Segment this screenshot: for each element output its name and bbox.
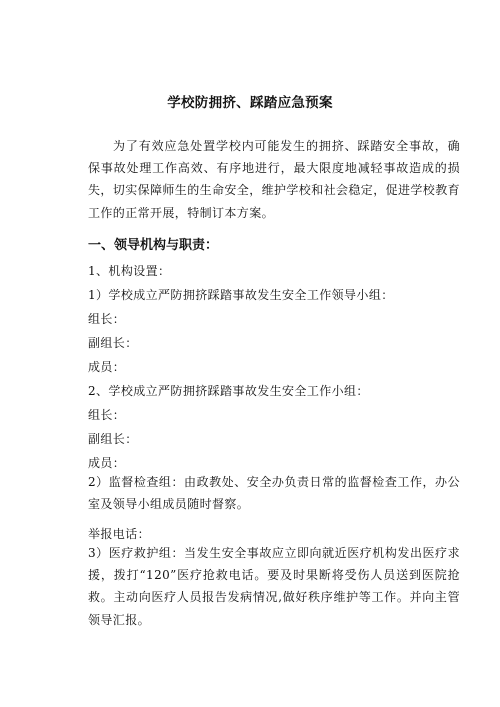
section-heading-leadership: 一、领导机构与职责： — [88, 238, 219, 253]
document-title: 学校防拥挤、踩踏应急预案 — [167, 95, 333, 111]
medical-paragraph: 3）医疗救护组：当发生安全事故应立即向就近医疗机构发出医疗求援，拨打“120”医疗抢救电话。要及时果断将受伤人员送到医院抢救。主动向医疗人员报告发病情况,做好秩序维护等工作。并向主管领导汇报。 — [88, 546, 460, 627]
intro-paragraph: 为了有效应急处置学校内可能发生的拥挤、踩踏安全事故，确保事故处理工作高效、有序地进行，最大限度地减轻事故造成的损失，切实保障师生的生命安全，维护学校和社会稳定，促进学校教育工作的正常开展，特制订本方案。 — [88, 139, 461, 220]
label-group-leader: 组长： — [88, 312, 126, 326]
label-group-leader-2: 组长： — [88, 408, 126, 422]
label-deputy-leader: 副组长： — [88, 336, 138, 350]
label-members: 成员： — [88, 360, 126, 374]
hotline-label: 举报电话： — [88, 527, 151, 541]
label-members-2: 成员： — [88, 456, 126, 470]
item-leadership-group: 1）学校成立严防拥挤踩踏事故发生安全工作领导小组： — [88, 288, 394, 302]
label-deputy-leader-2: 副组长： — [88, 432, 138, 446]
item-working-group: 2、学校成立严防拥挤踩踏事故发生安全工作小组： — [88, 384, 369, 398]
item-organization-setup: 1、机构设置： — [88, 264, 171, 278]
supervision-paragraph: 2）监督检查组：由政教处、安全办负责日常的监督检查工作，办公室及领导小组成员随时督察。 — [88, 475, 460, 512]
